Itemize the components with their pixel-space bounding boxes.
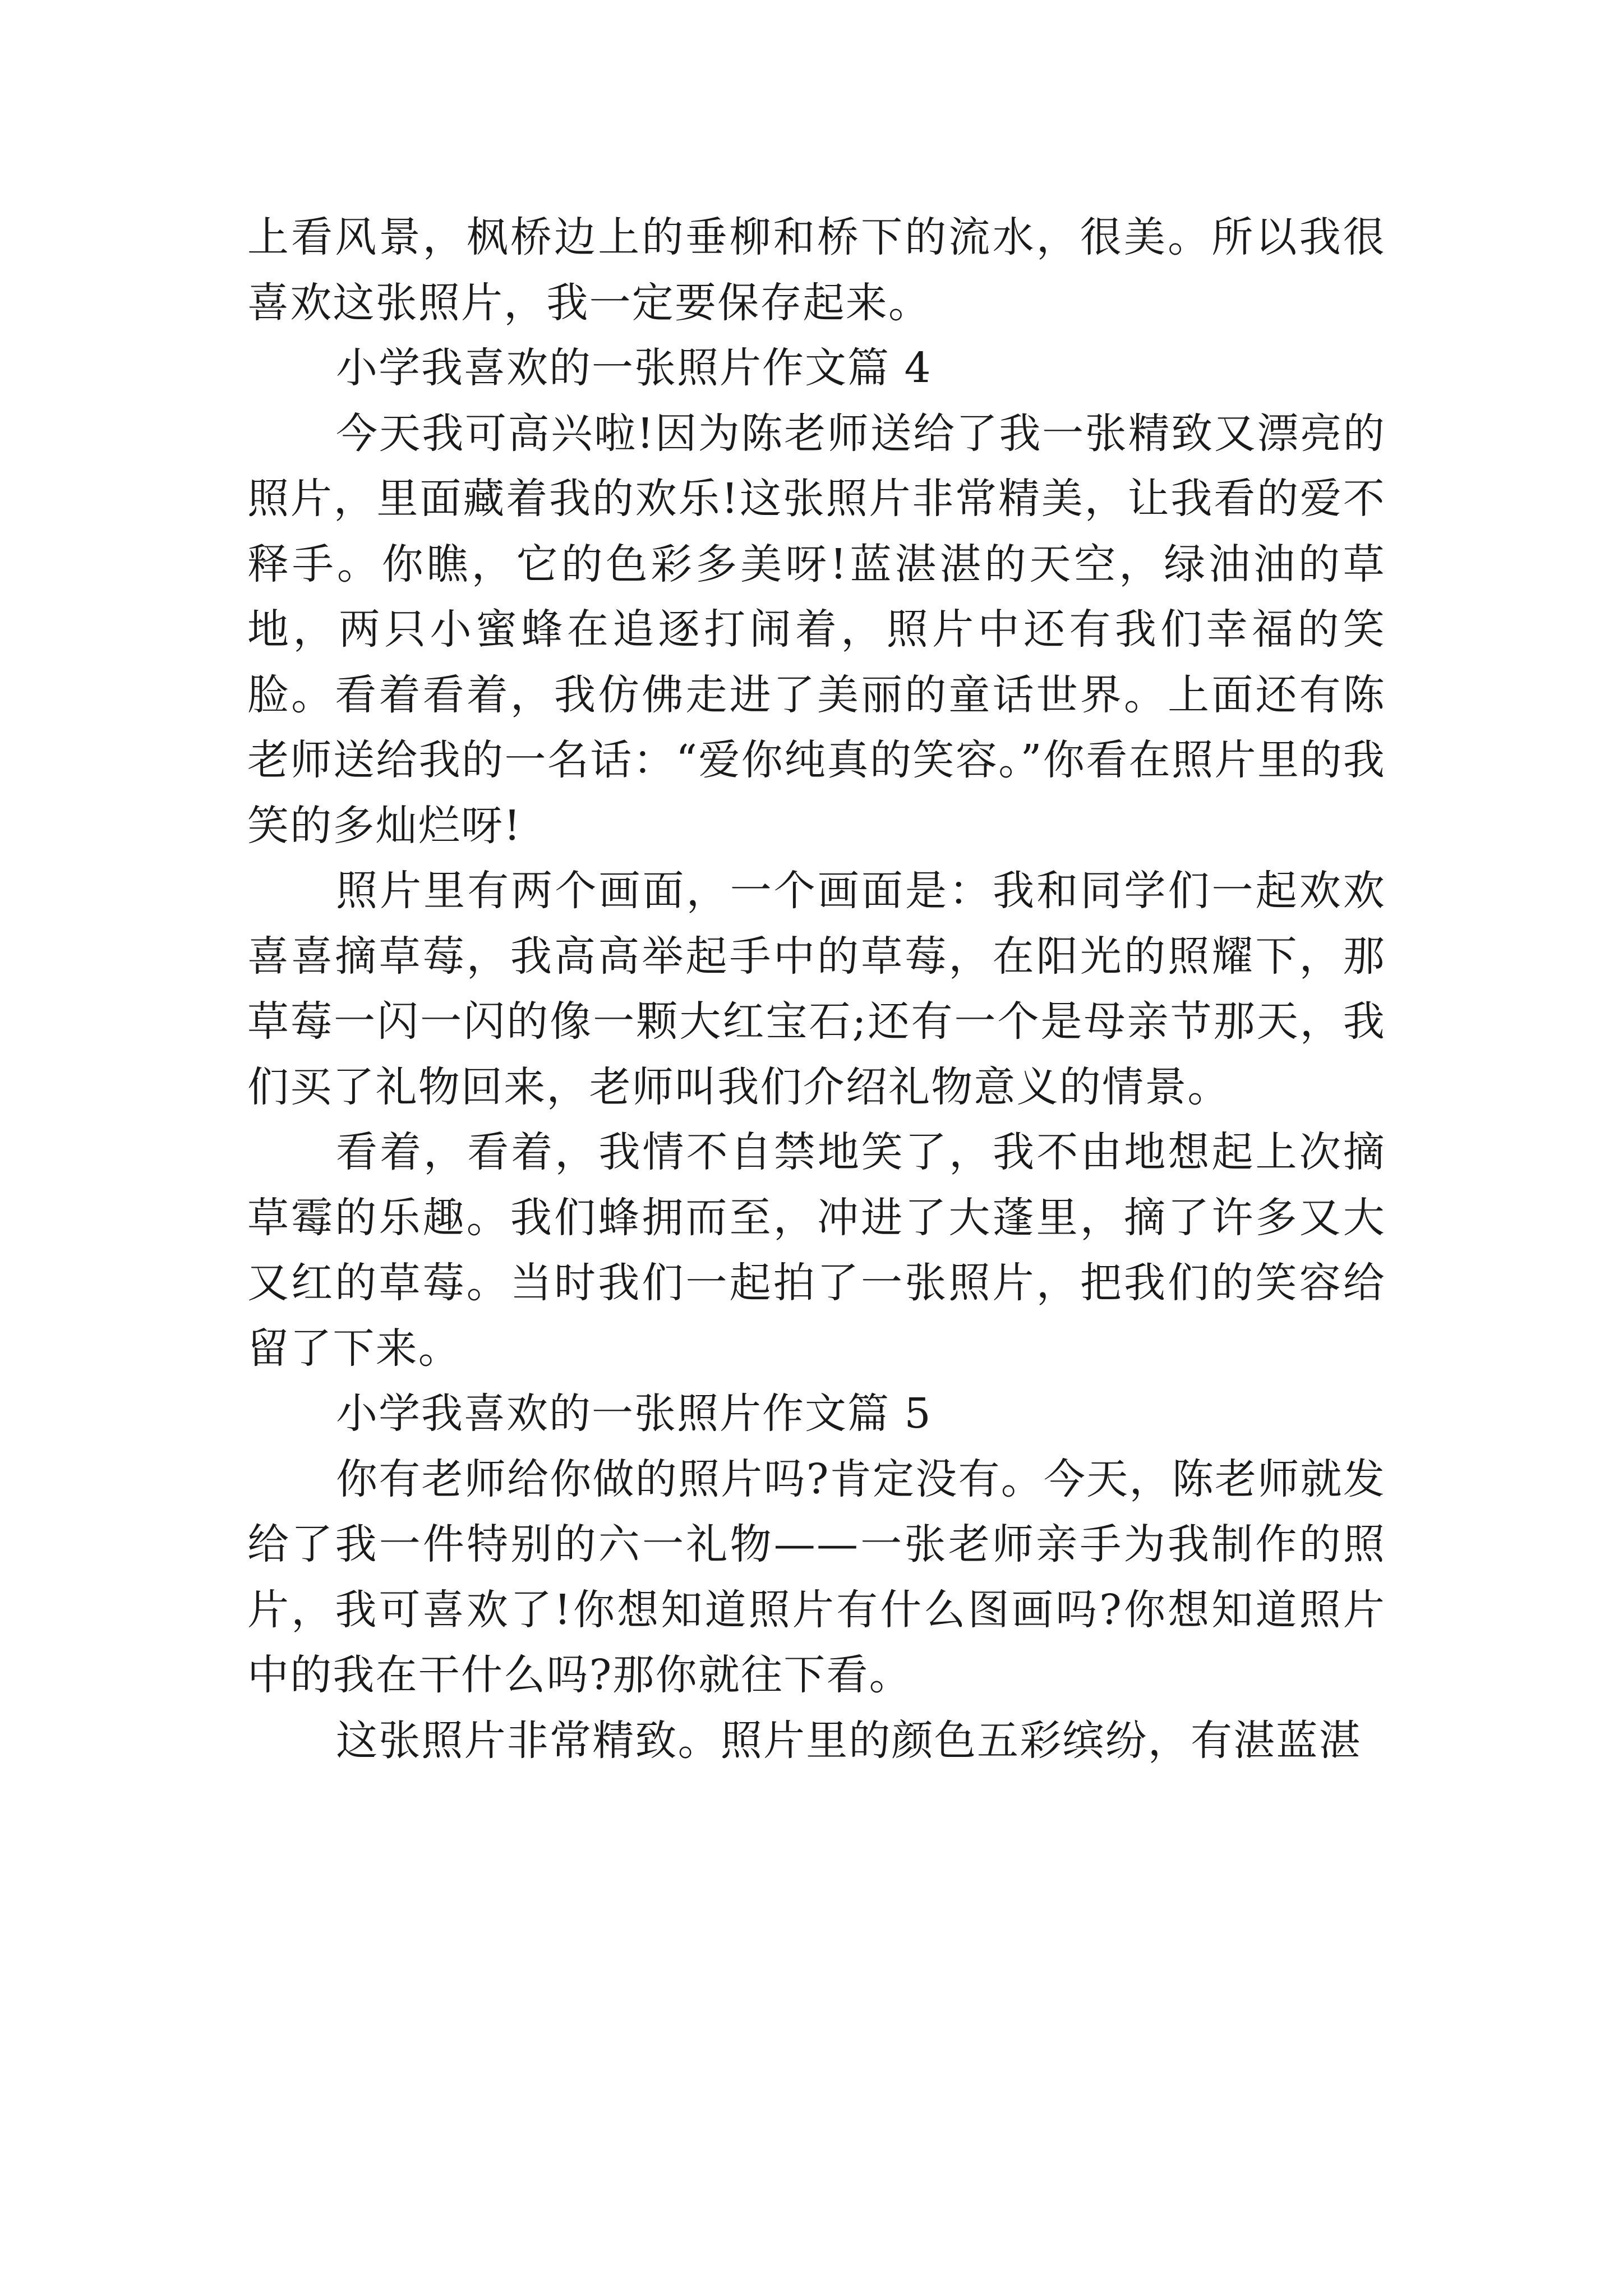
paragraph: 今天我可高兴啦!因为陈老师送给了我一张精致又漂亮的照片，里面藏着我的欢乐!这张照片非常精美，让我看的爱不释手。你瞧，它的色彩多美呀!蓝湛湛的天空，绿油油的草地，两只小蜜蜂在追逐打闹着，照片中还有我们幸福的笑脸。看着看着，我仿佛走进了美丽的童话世界。上面还有陈老师送给我的一名话：“爱你纯真的笑容。”你看在照片里的我笑的多灿烂呀! xyxy=(247,409,1386,850)
paragraph: 你有老师给你做的照片吗?肯定没有。今天，陈老师就发给了我一件特别的六一礼物——一张老师亲手为我制作的照片，我可喜欢了!你想知道照片有什么图画吗?你想知道照片中的我在干什么吗?那你就往下看。 xyxy=(247,1455,1386,1699)
section-heading-4: 小学我喜欢的一张照片作文篇 4 xyxy=(336,344,932,392)
paragraph-continued: 上看风景，枫桥边上的垂柳和桥下的流水，很美。所以我很喜欢这张照片，我一定要保存起来。 xyxy=(247,213,1386,327)
paragraph-truncated: 这张照片非常精致。照片里的颜色五彩缤纷，有湛蓝湛 xyxy=(336,1716,1362,1765)
paragraph: 照片里有两个画面，一个画面是：我和同学们一起欢欢喜喜摘草莓，我高高举起手中的草莓，在阳光的照耀下，那草莓一闪一闪的像一颗大红宝石;还有一个是母亲节那天，我们买了礼物回来，老师叫我们介绍礼物意义的情景。 xyxy=(247,867,1386,1111)
document-page xyxy=(247,205,1386,1773)
section-heading-5: 小学我喜欢的一张照片作文篇 5 xyxy=(336,1389,932,1438)
paragraph: 看着，看着，我情不自禁地笑了，我不由地想起上次摘草霉的乐趣。我们蜂拥而至，冲进了大蓬里，摘了许多又大又红的草莓。当时我们一起拍了一张照片，把我们的笑容给留了下来。 xyxy=(247,1128,1386,1373)
